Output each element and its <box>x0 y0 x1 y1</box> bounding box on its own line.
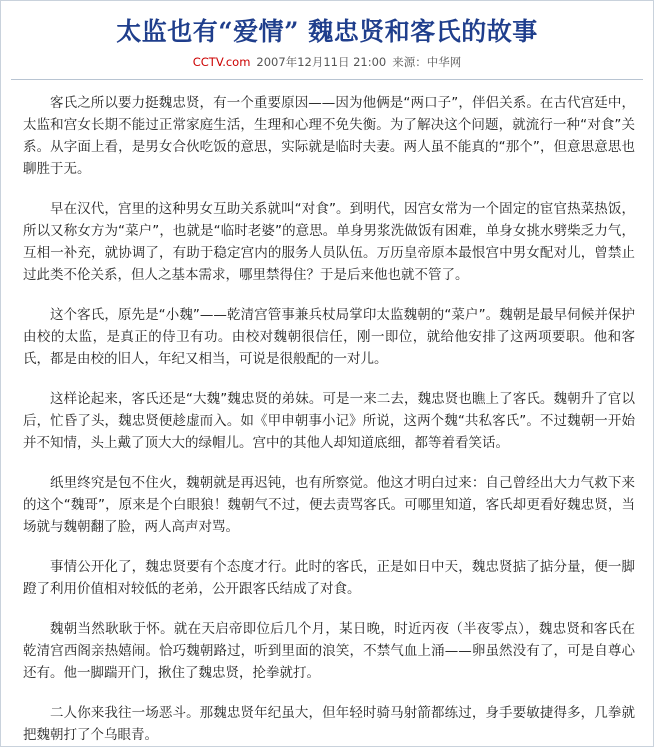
article-meta <box>1 54 653 70</box>
source-label: 来源： <box>392 55 427 69</box>
paragraph: 早在汉代，宫里的这种男女互助关系就叫“对食”。到明代，因宫女常为一个固定的宦官热菜热饭，所以又称女方为“菜户”，也就是“临时老婆”的意思。单身男浆洗做饭有困难，单身女挑水劈柴乏力气，互相一补充，就协调了，有助于稳定宫内的服务人员队伍。万历皇帝原本最恨宫中男女配对儿，曾禁止过此类不伦关系，但人之基本需求，哪里禁得住？于是后来他也就不管了。 <box>23 201 635 283</box>
source-name: 中华网 <box>426 55 462 69</box>
paragraph: 纸里终究是包不住火，魏朝就是再迟钝，也有所察觉。他这才明白过来：自己曾经出大力气救下来的这个“魏哥”，原来是个白眼狼！魏朝气不过，便去责骂客氏。可哪里知道，客氏却更看好魏忠贤，当场就与魏朝翻了脸，两人高声对骂。 <box>23 475 635 535</box>
paragraph: 魏朝当然耿耿于怀。就在天启帝即位后几个月，某日晚，时近丙夜（半夜零点），魏忠贤和客氏在乾清宫西阁亲热嬉闹。恰巧魏朝路过，听到里面的浪笑，不禁气血上涌——卵虽然没有了，可是自尊心还有。他一脚踹开门，揪住了魏忠贤，抡拳就打。 <box>23 621 635 681</box>
publish-datetime: 2007年12月11日 21:00 <box>256 55 387 69</box>
paragraph: 二人你来我往一场恶斗。那魏忠贤年纪虽大，但年轻时骑马射箭都练过，身手要敏捷得多，几拳就把魏朝打了个乌眼青。 <box>23 705 635 743</box>
paragraph: 这个客氏，原先是“小魏”——乾清宫管事兼兵杖局掌印太监魏朝的“菜户”。魏朝是最早伺候并保护由校的太监，是真正的侍卫有功。由校对魏朝很信任，刚一即位，就给他安排了这两项要职。他和客氏，都是由校的旧人，年纪又相当，可说是很般配的一对儿。 <box>23 307 635 367</box>
paragraph: 这样论起来，客氏还是“大魏”魏忠贤的弟妹。可是一来二去，魏忠贤也瞧上了客氏。魏朝升了官以后，忙昏了头，魏忠贤便趁虚而入。如《甲申朝事小记》所说，这两个魏“共私客氏”。不过魏朝一开始并不知情，头上戴了顶大大的绿帽儿。宫中的其他人却知道底细，都等着看笑话。 <box>23 391 635 451</box>
article-body <box>1 80 653 746</box>
paragraph: 客氏之所以要力挺魏忠贤，有一个重要原因——因为他俩是“两口子”，伴侣关系。在古代宫廷中，太监和宫女长期不能过正常家庭生活，生理和心理不免失衡。为了解决这个问题，就流行一种“对食”关系。从字面上看，是男女合伙吃饭的意思，实际就是临时夫妻。两人虽不能真的“那个”，但意思意思也聊胜于无。 <box>23 95 635 177</box>
paragraph: 事情公开化了，魏忠贤要有个态度才行。此时的客氏，正是如日中天，魏忠贤掂了掂分量，便一脚蹬了利用价值相对较低的老弟，公开跟客氏结成了对食。 <box>23 559 635 597</box>
source-site-link[interactable]: CCTV.com <box>192 55 251 69</box>
article-title: 太监也有“爱情” 魏忠贤和客氏的故事 <box>116 17 538 46</box>
